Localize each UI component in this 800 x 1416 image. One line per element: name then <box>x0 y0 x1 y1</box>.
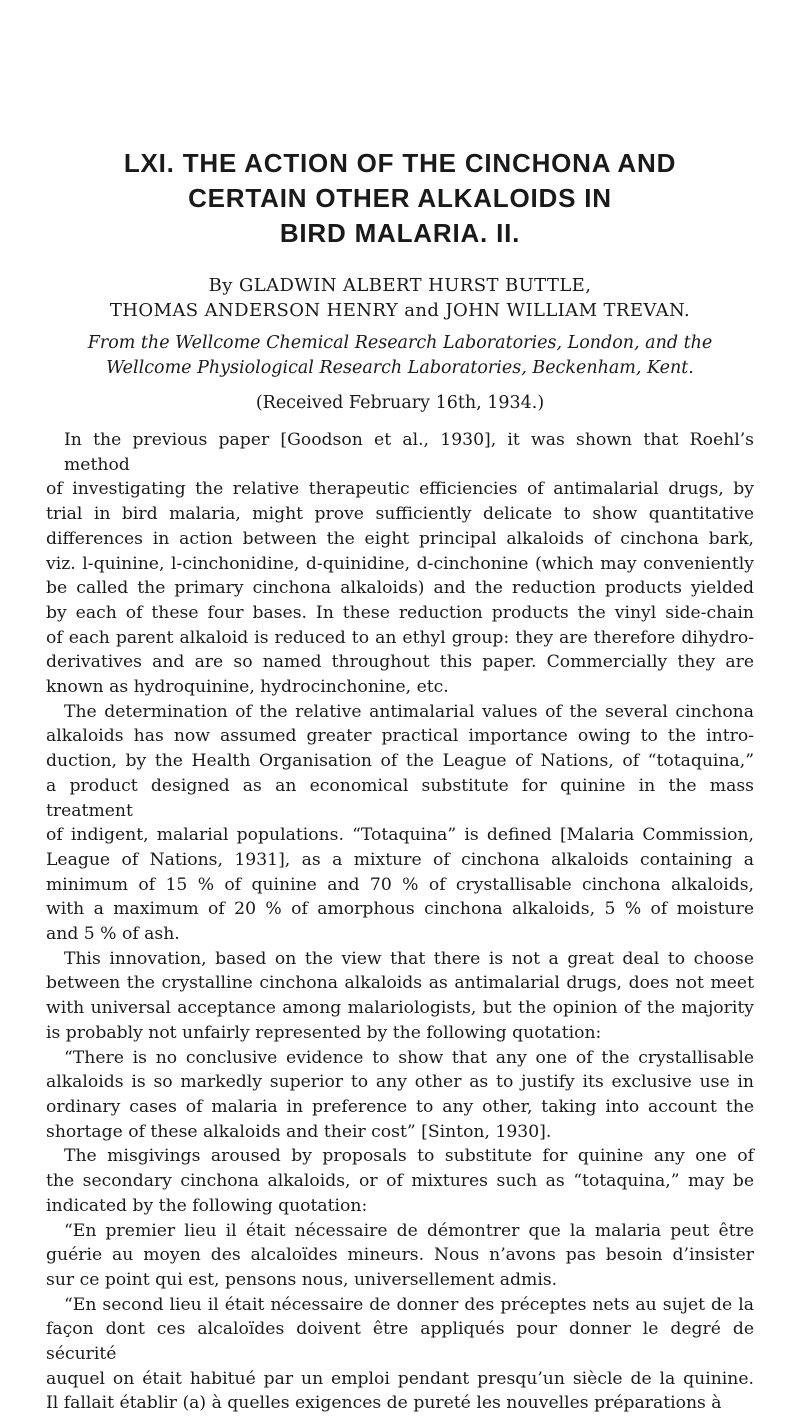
text-line: duction, by the Health Organisation of the League of Nations, of “totaquina,” <box>46 751 754 772</box>
text-line: viz. l-quinine, l-cinchonidine, d-quinidine, d-cinchonine (which may conveniently <box>46 553 754 574</box>
authors-line-1: By GLADWIN ALBERT HURST BUTTLE, <box>208 275 592 296</box>
paragraph <box>46 1144 754 1218</box>
text-line: between the crystalline cinchona alkaloids as antimalarial drugs, does not meet <box>46 973 754 994</box>
text-line: Il fallait établir (a) à quelles exigences de pureté les nouvelles préparations à <box>46 1393 722 1414</box>
text-line: façon dont ces alcaloïdes doivent être appliqués pour donner le degré de sécurité <box>46 1319 754 1365</box>
text-line: the secondary cinchona alkaloids, or of mixtures such as “totaquina,” may be <box>46 1171 754 1192</box>
text-line: minimum of 15 % of quinine and 70 % of crystallisable cinchona alkaloids, <box>46 874 754 895</box>
article-title <box>46 146 754 251</box>
paragraph <box>46 700 754 947</box>
text-line: auquel on était habitué par un emploi pendant presqu’un siècle de la quinine. <box>46 1368 754 1389</box>
text-line: by each of these four bases. In these reduction products the vinyl side-chain <box>46 602 754 623</box>
paragraph <box>46 428 754 700</box>
title-line-2: CERTAIN OTHER ALKALOIDS IN <box>188 183 612 213</box>
text-line: of investigating the relative therapeutic efficiencies of antimalarial drugs, by <box>46 479 754 500</box>
text-line: a product designed as an economical substitute for quinine in the mass treatment <box>46 775 754 821</box>
text-line: known as hydroquinine, hydrocinchonine, etc. <box>46 677 449 698</box>
text-line: with a maximum of 20 % of amorphous cinchona alkaloids, 5 % of moisture <box>46 899 754 920</box>
text-line: “There is no conclusive evidence to show that any one of the crystallisable <box>64 1047 754 1068</box>
received-date: (Received February 16th, 1934.) <box>255 393 545 413</box>
title-line-1: LXI. THE ACTION OF THE CINCHONA AND <box>123 148 677 178</box>
text-line: be called the primary cinchona alkaloids) and the reduction products yielded <box>46 578 754 599</box>
text-line: “En premier lieu il était nécessaire de démontrer que la malaria peut être <box>64 1220 754 1241</box>
text-line: derivatives and are so named throughout this paper. Commercially they are <box>46 652 754 673</box>
text-line: sur ce point qui est, pensons nous, universellement admis. <box>46 1269 558 1290</box>
text-line: shortage of these alkaloids and their cost” [Sinton, 1930]. <box>46 1121 552 1142</box>
affiliation-line-2: Wellcome Physiological Research Laboratories, Beckenham, Kent. <box>106 358 694 378</box>
text-line: The misgivings aroused by proposals to substitute for quinine any one of <box>64 1146 754 1167</box>
text-line: with universal acceptance among malariologists, but the opinion of the majority <box>46 998 754 1019</box>
paragraph <box>46 1219 754 1293</box>
text-line: differences in action between the eight principal alkaloids of cinchona bark, <box>46 528 754 549</box>
text-line: is probably not unfairly represented by the following quotation: <box>46 1022 602 1043</box>
text-line: League of Nations, 1931], as a mixture of cinchona alkaloids containing a <box>46 849 754 870</box>
authors-line-2: THOMAS ANDERSON HENRY and JOHN WILLIAM TREVAN. <box>109 300 691 321</box>
text-line: alkaloids is so markedly superior to any other as to justify its exclusive use in <box>46 1072 754 1093</box>
affiliation <box>46 331 754 381</box>
text-line: ordinary cases of malaria in preference to any other, taking into account the <box>46 1096 754 1117</box>
text-line: trial in bird malaria, might prove sufficiently delicate to show quantitative <box>46 504 754 525</box>
text-line: “En second lieu il était nécessaire de donner des préceptes nets au sujet de la <box>64 1294 754 1315</box>
title-line-3: BIRD MALARIA. II. <box>279 218 521 248</box>
text-line: of indigent, malarial populations. “Totaquina” is defined [Malaria Commission, <box>46 825 754 846</box>
article-body <box>46 428 754 1416</box>
text-line: indicated by the following quotation: <box>46 1195 368 1216</box>
text-line: of each parent alkaloid is reduced to an ethyl group: they are therefore dihydro- <box>46 627 754 648</box>
affiliation-line-1: From the Wellcome Chemical Research Laboratories, London, and the <box>87 333 713 353</box>
paragraph <box>46 1293 754 1416</box>
text-line: This innovation, based on the view that there is not a great deal to choose <box>64 948 754 969</box>
text-line: alkaloids has now assumed greater practical importance owing to the intro- <box>46 726 754 747</box>
text-line: In the previous paper [Goodson et al., 1930], it was shown that Roehl’s method <box>64 430 754 475</box>
paragraph <box>46 1046 754 1145</box>
text-line: and 5 % of ash. <box>46 924 180 945</box>
text-line: The determination of the relative antimalarial values of the several cinchona <box>64 701 754 722</box>
text-line: guérie au moyen des alcaloïdes mineurs. Nous n’avons pas besoin d’insister <box>46 1245 754 1266</box>
paragraph <box>46 947 754 1046</box>
author-list <box>46 273 754 323</box>
